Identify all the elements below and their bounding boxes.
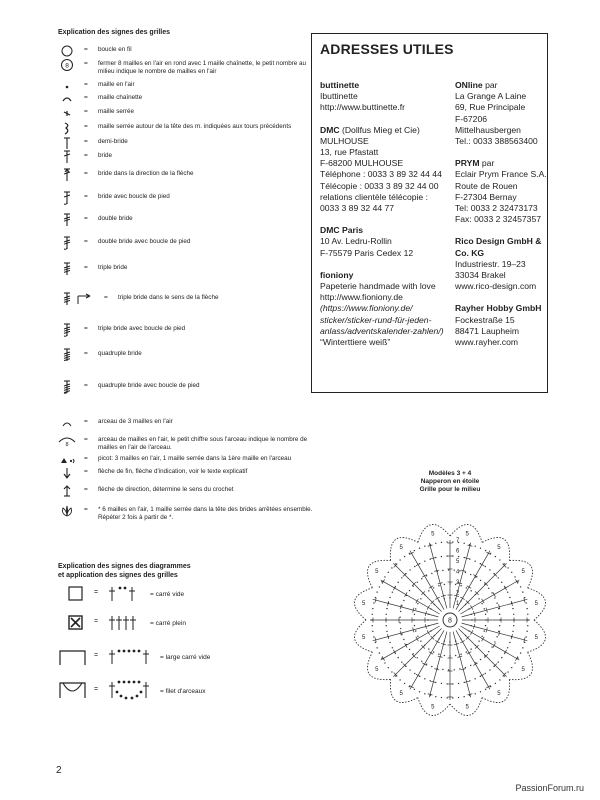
legend-row: [58, 466, 308, 480]
legend-row: [58, 136, 308, 150]
legend-eq: =: [84, 436, 88, 443]
quadruple-treble-icon: [58, 348, 76, 362]
round-number-label: 6: [456, 548, 460, 555]
round-number-label: 2: [456, 590, 460, 597]
arch-count-label: 5: [497, 691, 501, 698]
legend-description: maille serrée: [98, 108, 135, 115]
legend-eq: =: [84, 264, 88, 271]
address-block: [320, 225, 456, 259]
stitch-bar: [460, 597, 464, 600]
empty-square-icon: [68, 586, 84, 602]
legend-eq: =: [84, 238, 88, 245]
arch-count-label: 5: [497, 544, 501, 551]
address-line: Tel.: 0033 388563400: [455, 136, 538, 147]
legend-row: [58, 484, 308, 498]
watermark: PassionForum.ru: [515, 783, 584, 793]
legend-description: demi-bride: [98, 138, 128, 145]
legend-row: [58, 434, 308, 451]
stitch-bar: [493, 643, 496, 647]
addresses-right-column: [455, 80, 547, 359]
round-number-label: 5: [456, 559, 460, 565]
stitch-bar: [504, 586, 507, 590]
address-line: La Grange A Laine: [455, 91, 527, 102]
addresses-title: ADRESSES UTILES: [320, 41, 454, 57]
center-ring-label: 8: [448, 617, 452, 625]
arch-count-label: 5: [521, 569, 525, 576]
legend-description: flèche de direction, détermine le sens du crochet: [98, 486, 234, 493]
large-empty-square-stitch-icon: [106, 646, 156, 666]
legend-row: [58, 44, 308, 58]
leaf-motif-icon: [58, 504, 76, 518]
single-crochet-icon: [58, 106, 76, 120]
address-line: http://www.fioniony.de: [320, 292, 403, 303]
legend-eq: =: [84, 46, 88, 53]
address-line: www.rayher.com: [455, 337, 519, 348]
address-line: relations clientèle télécopie :: [320, 191, 428, 202]
address-block: [320, 270, 456, 348]
company-name: fioniony: [320, 269, 354, 280]
address-line: Fax: 0033 2 32457357: [455, 214, 542, 225]
grid-row-arch-net: [58, 678, 308, 704]
address-line: www.rico-design.com: [455, 281, 537, 292]
address-link-line[interactable]: (https://www.fioniony.de/: [320, 303, 413, 314]
legend-description: triple bride avec boucle de pied: [98, 325, 186, 332]
arch-count-label: 5: [431, 704, 435, 711]
stitch-bar: [470, 605, 473, 609]
arch-count-label: 5: [375, 569, 379, 576]
address-block: [455, 80, 547, 147]
address-line: F-75579 Paris Cedex 12: [320, 247, 414, 258]
legend-eq: =: [84, 468, 88, 475]
round-number-label: 4: [456, 569, 460, 576]
stitch-bar: [427, 605, 430, 609]
stitch-bar: [416, 637, 419, 641]
address-line: 33034 Brakel: [455, 270, 506, 281]
legend-title: Explication des signes des grilles: [58, 29, 171, 36]
stitch-bar: [393, 650, 396, 654]
addresses-left-column: [320, 80, 456, 359]
legend-description: quadruple bride avec boucle de pied: [98, 382, 200, 389]
legend-description: triple bride: [98, 264, 128, 271]
company-name-suffix: par: [482, 80, 498, 90]
legend-row: [58, 292, 308, 306]
legend-eq: =: [84, 455, 88, 462]
slip-stitch-icon: [58, 92, 76, 106]
legend-eq: =: [84, 193, 88, 200]
legend-description: maille chaînette: [98, 94, 143, 101]
address-line: Route de Rouen: [455, 180, 518, 191]
legend-description: flèche de fin, flèche d'indication, voir le texte explicatif: [98, 468, 248, 475]
legend-row: [58, 168, 308, 182]
legend-row: [58, 121, 308, 135]
arch-8-icon: [58, 434, 76, 448]
address-line: 13, rue Pfastatt: [320, 147, 379, 158]
triple-treble-arrow-icon: [58, 292, 94, 306]
address-line: F-67206 Mittelhausbergen: [455, 113, 521, 135]
arch-count-label: 5: [465, 531, 469, 538]
legend-description: arceau de mailles en l'air, le petit chiffre sous l'arceau indique le nombre de mailles en l'air de l'arceau.: [98, 436, 308, 451]
address-block: [320, 125, 456, 215]
treble-foot-loop-icon: [58, 236, 76, 250]
legend-eq: =: [84, 123, 88, 130]
ring-8-icon: [58, 58, 76, 72]
legend-row: [58, 106, 308, 120]
legend-eq: =: [84, 60, 88, 67]
legend-eq: =: [84, 486, 88, 493]
end-arrow-icon: [58, 466, 76, 480]
grid-row-filled-square: [58, 612, 308, 638]
grid-row-label: = filet d'arceaux: [160, 688, 206, 695]
sc-around-icon: [58, 121, 76, 135]
company-name: DMC: [320, 124, 340, 135]
legend-description: triple bride dans le sens de la flèche: [118, 294, 219, 301]
treble-icon: [58, 213, 76, 227]
address-block: [455, 236, 547, 292]
company-name: PRYM: [455, 158, 480, 169]
arch-net-square-icon: [58, 681, 88, 701]
legend-row: [58, 79, 308, 93]
grid-row-label: = carré plein: [150, 620, 186, 627]
arch-count-label: 5: [362, 635, 366, 642]
legend-row: [58, 150, 308, 164]
arch-count-label: 5: [375, 666, 379, 673]
stitch-bar: [435, 597, 439, 600]
crochet-diagram: [335, 495, 565, 735]
company-name: buttinette: [320, 80, 360, 90]
address-line: 88471 Laupheim: [455, 325, 520, 336]
arch-count-label: 5: [431, 531, 435, 538]
address-line: F-68200 MULHOUSE: [320, 158, 404, 169]
address-line: 69, Rue Principale: [455, 102, 526, 113]
stitch-bar: [504, 650, 507, 654]
legend-eq: =: [84, 170, 88, 177]
addresses-box: [311, 33, 548, 393]
round-number-label: 7: [456, 538, 460, 544]
grid-row-label: = large carré vide: [160, 654, 211, 661]
address-line: 10 Av. Ledru-Rollin: [320, 236, 392, 247]
legend-eq: =: [84, 382, 88, 389]
grid-eq: =: [94, 686, 99, 693]
legend-description: maille serrée autour de la tête des m. indiquées aux tours précédents: [98, 123, 292, 130]
address-line: Eclair Prym France S.A.: [455, 169, 547, 180]
address-block: [455, 303, 547, 348]
address-line: Ibuttinette: [320, 91, 358, 102]
legend-row: [58, 236, 308, 250]
legend-eq: =: [84, 418, 88, 425]
grid-row-empty-square: [58, 583, 308, 609]
stitch-bar: [429, 586, 433, 589]
svg-text:8: 8: [65, 442, 69, 448]
legend-eq: =: [84, 138, 88, 145]
legend-row: [58, 416, 308, 430]
legend-row: [58, 348, 308, 362]
arch-count-label: 5: [534, 635, 538, 642]
picot-icon: [58, 453, 76, 467]
stitch-bar: [427, 630, 430, 634]
dc-direction-icon: [58, 168, 76, 182]
legend-eq: =: [104, 294, 108, 301]
legend-description: picot: 3 mailles en l'air, 1 maille serrée dans la 1ère maille en l'arceau: [98, 455, 292, 462]
legend-eq: =: [84, 506, 88, 513]
filled-square-icon: [68, 615, 84, 631]
legend-row: [58, 92, 308, 106]
legend-description: bride dans la direction de la flèche: [98, 170, 194, 177]
grid-eq: =: [94, 652, 99, 659]
legend-row: [58, 504, 313, 521]
legend-row: [58, 453, 308, 467]
stitch-bar: [393, 586, 396, 590]
stitch-bar: [429, 652, 433, 655]
stitch-bar: [435, 640, 439, 643]
address-line: Industriestr. 19–23: [455, 258, 526, 269]
arch-net-stitch-icon: [106, 678, 156, 704]
address-block: [320, 80, 456, 114]
legend-description: quadruple bride: [98, 350, 142, 357]
address-block: [455, 158, 547, 225]
company-name: ONline: [455, 80, 483, 90]
address-line: Fockestraße 15: [455, 314, 515, 325]
legend-row: [58, 262, 308, 276]
legend-eq: =: [84, 108, 88, 115]
legend-row: [58, 213, 308, 227]
diagram-title: Modèles 3 + 4 Napperon en étoile Grille pour le milieu: [419, 470, 481, 493]
chain-dot-icon: [58, 79, 76, 93]
large-empty-square-icon: [58, 649, 88, 667]
arch-count-label: 5: [399, 544, 403, 551]
arch-count-label: 5: [534, 600, 538, 607]
round-number-label: 1: [456, 601, 460, 607]
company-name: DMC Paris: [320, 225, 363, 236]
company-name: Rico Design GmbH & Co. KG: [455, 236, 542, 258]
grid-eq: =: [94, 589, 99, 596]
arch-3-icon: [58, 416, 76, 430]
stitch-bar: [482, 637, 485, 641]
legend-row: [58, 58, 308, 75]
legend-description: boucle en fil: [98, 46, 132, 53]
filled-square-stitch-icon: [106, 612, 146, 632]
legend-description: double bride: [98, 215, 133, 222]
address-line: Téléphone : 0033 3 89 32 44 44: [320, 169, 442, 180]
stitch-bar: [493, 592, 496, 596]
legend-row: [58, 323, 308, 337]
dc-foot-loop-icon: [58, 191, 76, 205]
legend-description: double bride avec boucle de pied: [98, 238, 191, 245]
address-line: MULHOUSE: [320, 135, 369, 146]
address-line: Papeterie handmade with love: [320, 281, 436, 292]
legend-eq: =: [84, 94, 88, 101]
address-line: Tel: 0033 2 32473173: [455, 203, 538, 214]
address-line: http://www.buttinette.fr: [320, 102, 406, 113]
company-name-suffix: (Dollfus Mieg et Cie): [339, 124, 420, 135]
address-link-line[interactable]: anlass/adventskalender-zahlen/): [320, 325, 444, 336]
direction-arrow-icon: [58, 484, 76, 498]
quadruple-treble-foot-icon: [58, 380, 76, 394]
half-double-icon: [58, 136, 76, 150]
legend-description: bride avec boucle de pied: [98, 193, 170, 200]
legend-eq: =: [84, 215, 88, 222]
legend-eq: =: [84, 81, 88, 88]
stitch-bar: [467, 652, 471, 655]
company-name: Rayher Hobby GmbH: [455, 303, 542, 314]
legend-row: [58, 380, 308, 394]
arch-count-label: 5: [362, 600, 366, 607]
grid-legend-title: Explication des signes des diagrammes et application des signes des grilles: [58, 563, 191, 579]
legend-description: * 6 mailles en l'air, 1 maille serrée dans la tête des brides arrêtées ensemble. Répéter 2 fois à partir de *.: [98, 506, 313, 521]
address-note: “Winterttiere weiß”: [320, 337, 391, 348]
stitch-bar: [467, 586, 471, 589]
svg-text:8: 8: [65, 62, 69, 70]
legend-description: bride: [98, 152, 113, 159]
loop-circle-icon: [58, 44, 76, 58]
company-name-suffix: par: [479, 158, 495, 169]
round-number-label: 3: [456, 580, 460, 586]
address-link-line[interactable]: sticker/sticker-rund-für-jeden-: [320, 314, 432, 325]
legend-row: [58, 191, 308, 205]
stitch-bar: [470, 630, 473, 634]
arch-count-label: 5: [521, 666, 525, 673]
grid-row-label: = carré vide: [150, 591, 185, 598]
page-number: 2: [56, 765, 62, 776]
legend-eq: =: [84, 325, 88, 332]
legend-description: fermer 8 mailles en l'air en rond avec 1 maille chaînette, le petit nombre au milieu indique le nombre de mailles en l'air: [98, 60, 307, 75]
stitch-bar: [482, 599, 485, 603]
triple-treble-icon: [58, 262, 76, 276]
empty-square-stitch-icon: [106, 583, 146, 603]
stitch-bar: [460, 640, 464, 643]
grid-row-large-empty-square: [58, 646, 308, 672]
legend-description: maille en l'air: [98, 81, 135, 88]
stitch-bar: [416, 599, 419, 603]
legend-description: arceau de 3 mailles en l'air: [98, 418, 173, 425]
legend-eq: =: [84, 152, 88, 159]
legend-eq: =: [84, 350, 88, 357]
arch-count-label: 5: [399, 691, 403, 698]
triple-treble-foot-icon: [58, 323, 76, 337]
address-line: F-27304 Bernay: [455, 191, 517, 202]
grid-eq: =: [94, 618, 99, 625]
address-line: Télécopie : 0033 3 89 32 44 00: [320, 180, 439, 191]
arch-count-label: 5: [465, 704, 469, 711]
double-crochet-icon: [58, 150, 76, 164]
address-line: 0033 3 89 32 44 77: [320, 203, 395, 214]
